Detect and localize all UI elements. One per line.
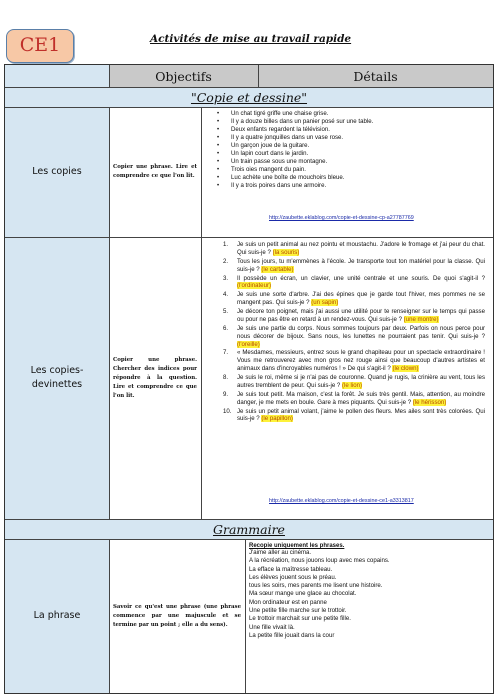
- phrase-line: J'aime aller au cinéma.: [249, 549, 312, 556]
- riddle-answer: (le papillon): [261, 415, 293, 423]
- level-badge: CE1: [6, 29, 74, 63]
- phrase-line: Ma sœur mange une glace au chocolat.: [249, 590, 357, 598]
- activities-table: [4, 64, 494, 694]
- copy-sentence: • Un train passe sous une montagne.: [217, 158, 487, 166]
- copy-sentence: • Trois oies mangent du pain.: [217, 166, 487, 174]
- riddle-answer: (la souris): [272, 248, 300, 256]
- phrase-line: La efface la maîtresse tableau.: [249, 565, 333, 573]
- copy-sentence: • Il y a quatre jonquilles dans un vase rose.: [217, 134, 487, 142]
- riddle-number: 2.: [223, 257, 229, 265]
- riddle-text: Je suis le roi, même si je n'ai pas de couronne. Quand je rugis, la crinière au vent, tous les autres tremblent de peur. Qui suis-je ?: [237, 374, 485, 389]
- phrase-instruction: Recopie uniquement les phrases.: [249, 543, 345, 549]
- phrase-line: La petite fille jouait dans la cour: [249, 631, 335, 639]
- riddle-number: 6.: [223, 324, 229, 332]
- objective-phrase: Savoir ce qu'est une phrase (une phrase commence par une majuscule et se termine par un point ; elle a du sens).: [113, 603, 241, 628]
- riddle-text: Tous les jours, tu m'emmènes à l'école. Je transporte tout ton matériel pour la classe. Qui suis-je ?: [237, 257, 485, 273]
- riddle-item: [223, 291, 485, 307]
- copy-sentence: • Un garçon joue de la guitare.: [217, 142, 487, 150]
- riddle-item: [223, 241, 485, 257]
- header-corner: [5, 65, 109, 87]
- page-title: Activités de mise au travail rapide: [150, 33, 352, 45]
- row-label-copies: Les copies: [5, 107, 109, 237]
- phrase-lines: [249, 549, 489, 640]
- phrase-line: Le trottoir marchait sur une petite fille.: [249, 615, 351, 623]
- riddle-text: « Mesdames, messieurs, entrez sous le grand chapiteau pour un spectacle extraordinaire ! Vous me retrouverez avec mon gros nez rouge ainsi que beaucoup d'autres artistes et animaux dans d'incroyables numéros ! » De qui s'agit-il ?: [237, 349, 485, 373]
- riddle-item: [223, 349, 485, 372]
- riddle-answer: (l'ordinateur): [237, 282, 272, 290]
- riddle-item: [223, 325, 485, 348]
- copy-sentence: • Il y a douze billes dans un panier posé sur une table.: [217, 118, 487, 126]
- header-details: Détails: [258, 65, 493, 87]
- riddle-text: Je décore ton poignet, mais j'ai aussi une utilité pour te renseigner sur le temps qui passe ou pour ne pas être en retard à un rendez-vous. Qui suis-je ?: [237, 308, 485, 323]
- riddle-number: 4.: [223, 291, 229, 299]
- riddle-number: 1.: [223, 241, 229, 248]
- riddle-text: Je suis tout petit. Ma maison, c'est la forêt. Je suis très gentil. Mais, attention, au moindre danger, je me mets en boule. Gare à mes piquants. Qui suis-je ?: [237, 390, 485, 406]
- riddle-text: Il possède un écran, un clavier, une unité centrale et une souris. De quoi s'agit-il ?: [237, 274, 485, 282]
- riddle-number: 10.: [223, 407, 232, 415]
- riddle-text: Je suis un petit animal au nez pointu et moustachu. J'adore le fromage et j'ai peur du chat. Qui suis-je ?: [237, 241, 485, 256]
- details-phrase: [245, 539, 493, 693]
- copy-sentence: • Deux enfants regardent la télévision.: [217, 126, 487, 134]
- link-devinettes[interactable]: http://zaubette.eklablog.com/copie-et-dessine-ce1-a3313817: [269, 498, 414, 504]
- copy-sentence: • Il y a trois poires dans une armoire.: [217, 182, 487, 190]
- row-label-devinettes: Les copies-devinettes: [5, 237, 109, 519]
- link-copies[interactable]: http://zaubette.eklablog.com/copie-et-dessine-cp-a27787769: [269, 215, 414, 221]
- riddle-item: [223, 391, 485, 407]
- copy-sentence: • Luc achète une boîte de mouchoirs bleue.: [217, 174, 487, 182]
- riddle-text: Je suis un petit animal volant, j'aime le pollen des fleurs. Mes ailes sont très colorées. Qui suis-je ?: [237, 407, 485, 423]
- riddle-item: [223, 374, 485, 390]
- riddle-answer: (le lion): [342, 381, 362, 389]
- riddle-answer: (le cartable): [261, 265, 294, 273]
- riddle-item: [223, 275, 485, 291]
- riddle-number: 5.: [223, 308, 229, 316]
- header-objectifs: Objectifs: [109, 65, 258, 87]
- copy-sentence: • Un chat tigré griffe une chaise grise.: [217, 110, 487, 118]
- riddle-answer: (une montre): [403, 315, 439, 323]
- riddle-item: [223, 308, 485, 324]
- riddle-answer: (le hérisson): [412, 398, 447, 406]
- riddle-text: Je suis une sorte d'arbre. J'ai des épines que je garde tout l'hiver, mes pommes ne se mangent pas. Qui suis-je ?: [237, 291, 485, 307]
- riddle-list: [223, 241, 485, 423]
- riddle-answer: (l'oreille): [237, 340, 260, 348]
- riddle-item: [223, 258, 485, 274]
- copy-sentence: • Un lapin court dans le jardin.: [217, 150, 487, 158]
- riddle-text: Je suis une partie du corps. Nous sommes toujours par deux. Parfois on nous perce pour nous décorer de bijoux. Sans nous, les lunettes ne pourraient pas tenir. Qui suis-je ?: [237, 324, 485, 340]
- details-devinettes: [201, 237, 493, 519]
- objective-copies: Copier une phrase. Lire et comprendre ce que l'on lit.: [113, 164, 197, 179]
- riddle-number: 8.: [223, 374, 229, 382]
- riddle-number: 3.: [223, 274, 229, 282]
- phrase-line: A la récréation, nous jouons loup avec mes copains.: [249, 557, 390, 565]
- copies-sentence-list: [217, 110, 487, 190]
- phrase-line: Les élèves jouent sous le préau.: [249, 573, 337, 581]
- section-grammaire: Grammaire: [5, 519, 493, 539]
- phrase-line: tous les soirs, mes parents me lisent une histoire.: [249, 582, 383, 590]
- row-label-phrase: La phrase: [5, 539, 109, 693]
- section-copie-et-dessine: "Copie et dessine": [5, 87, 493, 107]
- objective-devinettes: Copier une phrase. Chercher des indices pour répondre à la question. Lire et comprendre ce que l'on lit.: [113, 356, 197, 399]
- phrase-line: Une fille vivait là.: [249, 623, 295, 631]
- riddle-answer: (un sapin): [311, 299, 339, 307]
- phrase-line: Mon ordinateur est en panne: [249, 598, 327, 606]
- riddle-number: 7.: [223, 349, 229, 357]
- riddle-answer: (le clown): [392, 365, 419, 373]
- riddle-item: [223, 408, 485, 424]
- phrase-line: Une petite fille marche sur le trottoir.: [249, 607, 347, 615]
- riddle-number: 9.: [223, 390, 229, 398]
